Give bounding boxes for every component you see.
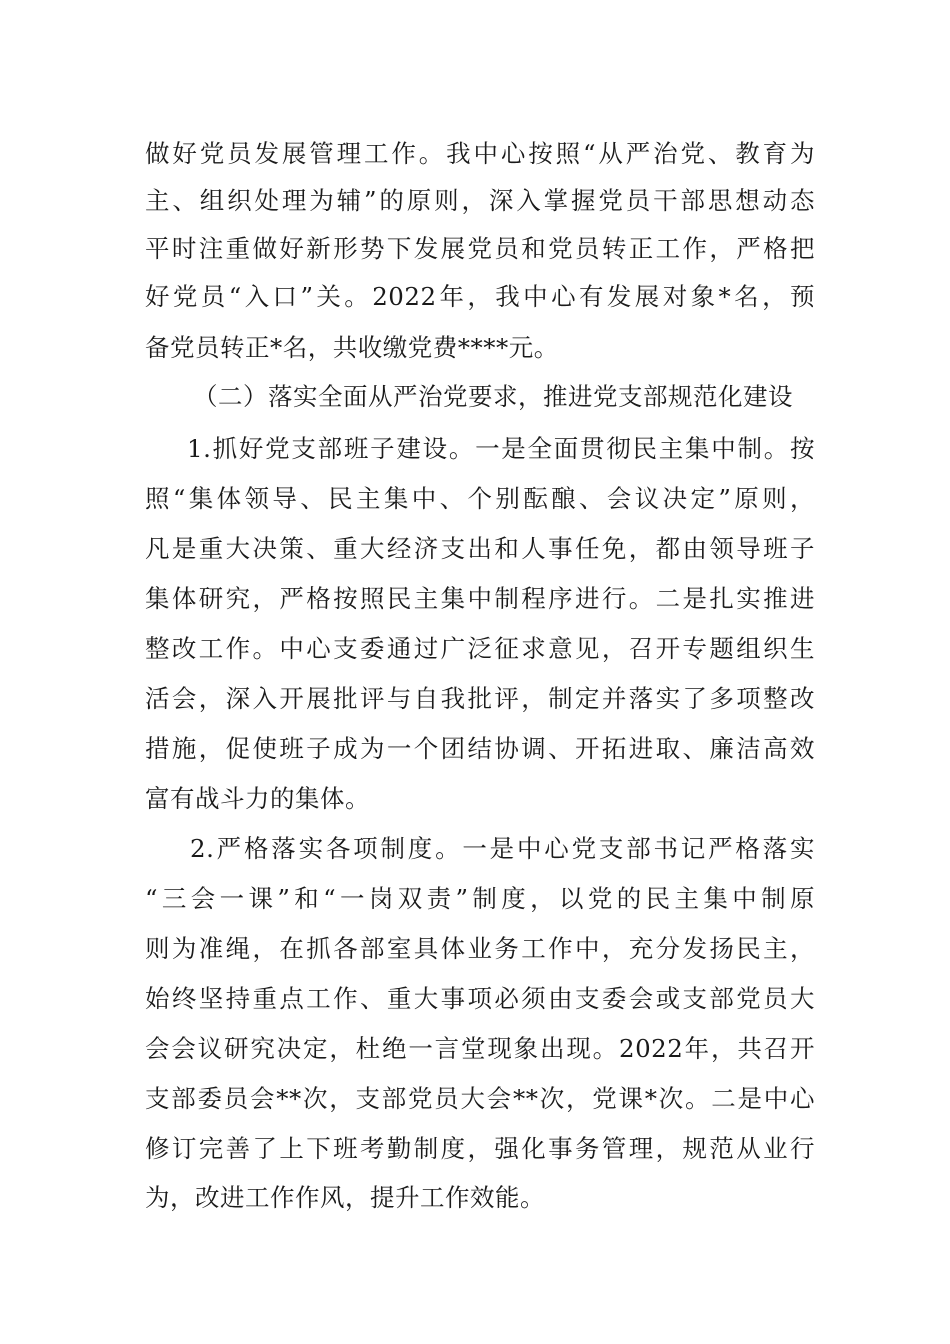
text-line: 照“集体领导、民主集中、个别酝酿、会议决定”原则，	[145, 484, 815, 513]
paragraph-start: 1.抓好党支部班子建设。一是全面贯彻民主集中制。按	[187, 434, 815, 463]
text-line: 修订完善了上下班考勤制度，强化事务管理，规范从业行	[145, 1134, 815, 1163]
text-line: 始终坚持重点工作、重大事项必须由支委会或支部党员大	[145, 984, 815, 1013]
text-line: 集体研究，严格按照民主集中制程序进行。二是扎实推进	[145, 584, 815, 613]
section-heading: （二）落实全面从严治党要求，推进党支部规范化建设	[193, 382, 793, 411]
text-line: 则为准绳，在抓各部室具体业务工作中，充分发扬民主，	[145, 934, 815, 963]
text-line: 活会，深入开展批评与自我批评，制定并落实了多项整改	[145, 684, 815, 713]
text-line: 备党员转正*名，共收缴党费****元。	[145, 333, 559, 362]
text-line: 为，改进工作作风，提升工作效能。	[145, 1183, 545, 1212]
text-line: 做好党员发展管理工作。我中心按照“从严治党、教育为	[145, 139, 815, 168]
text-line: 富有战斗力的集体。	[145, 784, 370, 813]
text-line: 措施，促使班子成为一个团结协调、开拓进取、廉洁高效	[145, 734, 815, 763]
text-line: 凡是重大决策、重大经济支出和人事任免，都由领导班子	[145, 534, 815, 563]
text-line: 整改工作。中心支委通过广泛征求意见，召开专题组织生	[145, 634, 815, 663]
text-line: 会会议研究决定，杜绝一言堂现象出现。2022年，共召开	[145, 1034, 815, 1063]
text-line: 支部委员会**次，支部党员大会**次，党课*次。二是中心	[145, 1084, 815, 1113]
text-line: 好党员“入口”关。2022年，我中心有发展对象*名，预	[145, 282, 815, 311]
text-line: “三会一课”和“一岗双责”制度，以党的民主集中制原	[145, 884, 815, 913]
text-line: 平时注重做好新形势下发展党员和党员转正工作，严格把	[145, 234, 815, 263]
text-line: 主、组织处理为辅”的原则，深入掌握党员干部思想动态	[145, 186, 815, 215]
paragraph-start: 2.严格落实各项制度。一是中心党支部书记严格落实	[190, 834, 815, 863]
